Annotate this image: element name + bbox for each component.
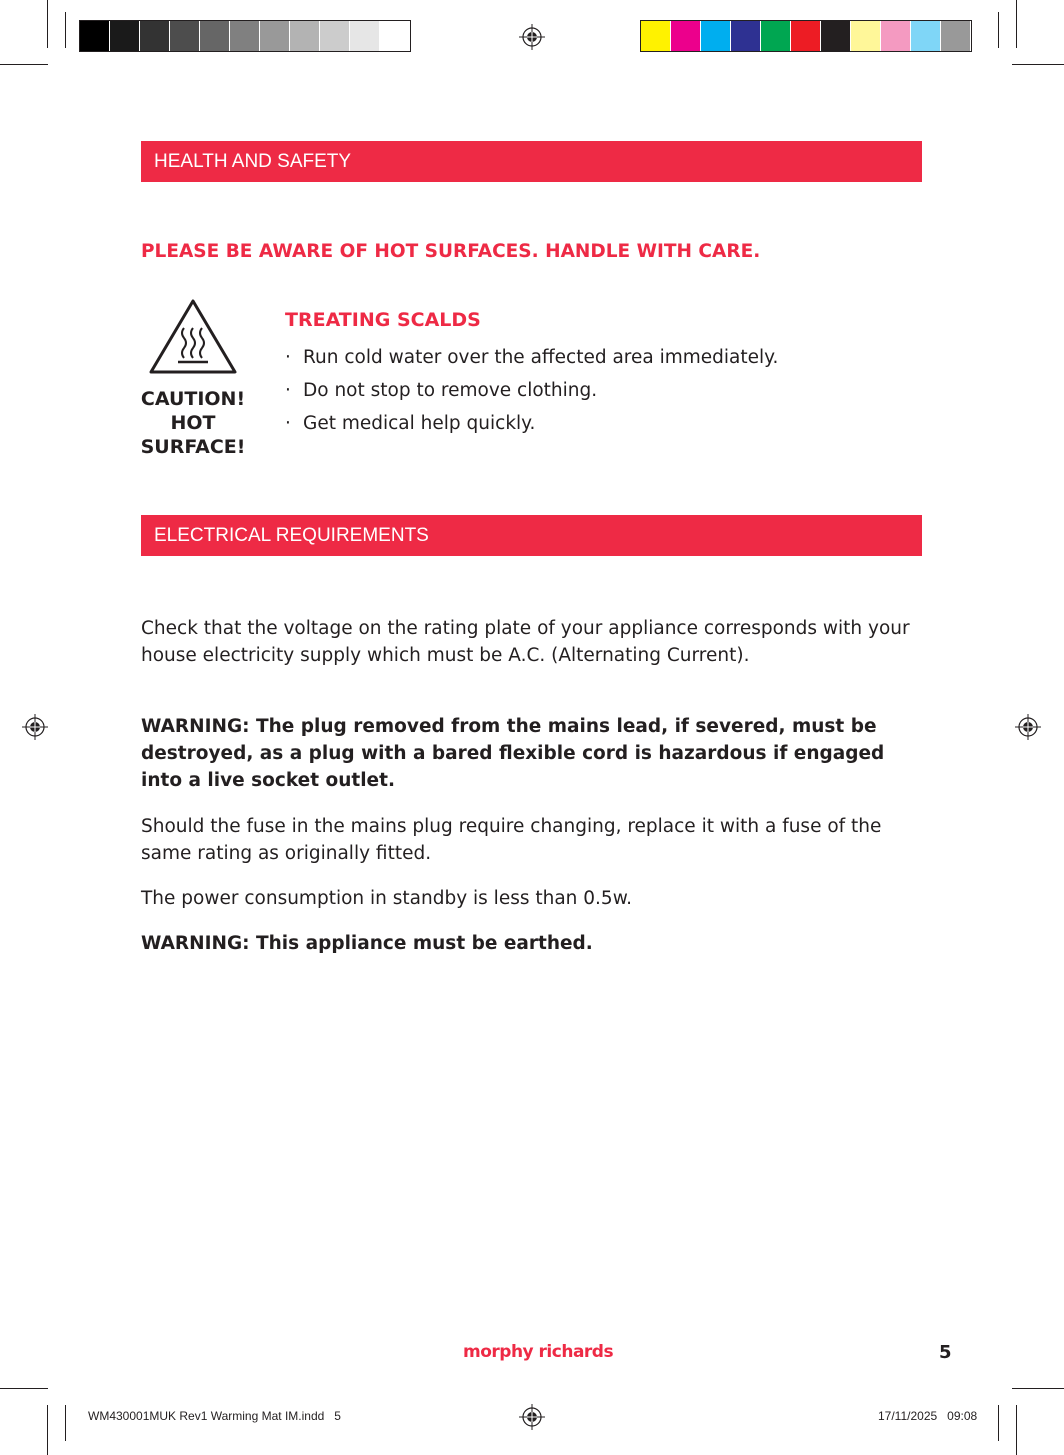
list-item — [285, 374, 778, 407]
registration-mark-icon — [1015, 714, 1041, 740]
crop-mark — [1016, 1405, 1017, 1455]
color-swatch — [110, 21, 140, 51]
treating-scalds-title: TREATING SCALDS — [285, 309, 481, 331]
color-swatch — [230, 21, 260, 51]
crop-mark — [65, 1405, 66, 1441]
list-item — [285, 407, 778, 440]
hot-surface-warning: PLEASE BE AWARE OF HOT SURFACES. HANDLE WITH CARE. — [141, 241, 761, 262]
standby-note-paragraph: The power consumption in standby is less than 0.5w. — [141, 888, 633, 909]
crop-mark — [0, 64, 48, 65]
color-swatch — [701, 21, 731, 51]
caution-label — [133, 387, 253, 459]
crop-mark — [1012, 1388, 1064, 1389]
scald-step-text: Do not stop to remove clothing. — [303, 380, 598, 401]
color-swatch — [290, 21, 320, 51]
color-swatch — [911, 21, 941, 51]
plug-warning-paragraph: WARNING: The plug removed from the mains lead, if severed, must be destroyed, as a plug with a bared flexible cord is hazardous if engaged into a live socket outlet. — [141, 716, 885, 791]
bullet-icon: · — [285, 380, 291, 401]
color-swatch — [791, 21, 821, 51]
color-swatch — [200, 21, 230, 51]
color-swatch — [260, 21, 290, 51]
page-number: 5 — [939, 1342, 952, 1363]
crop-mark — [998, 1405, 999, 1441]
color-swatch — [821, 21, 851, 51]
color-swatch-bar — [640, 20, 972, 52]
color-swatch — [671, 21, 701, 51]
caution-label-line: SURFACE! — [140, 436, 246, 458]
scalds-steps-list — [285, 341, 778, 440]
crop-mark — [1016, 0, 1017, 48]
scald-step-text: Get medical help quickly. — [303, 413, 536, 434]
color-swatch — [320, 21, 350, 51]
earth-warning-paragraph: WARNING: This appliance must be earthed. — [141, 933, 593, 954]
color-swatch — [140, 21, 170, 51]
bullet-icon: · — [285, 347, 291, 368]
crop-mark — [0, 1388, 48, 1389]
color-swatch — [641, 21, 671, 51]
color-swatch — [170, 21, 200, 51]
crop-mark — [65, 12, 66, 48]
grey-swatch-bar — [79, 20, 411, 52]
slug-file-name: WM430001MUK Rev1 Warming Mat IM.indd 5 — [88, 1409, 341, 1423]
scald-step-text: Run cold water over the affected area immediately. — [303, 347, 779, 368]
list-item — [285, 341, 778, 374]
crop-mark — [47, 1405, 48, 1455]
electrical-requirements-header: ELECTRICAL REQUIREMENTS — [141, 515, 922, 556]
voltage-check-paragraph: Check that the voltage on the rating plate of your appliance corresponds with your house electricity supply which must be A.C. (Alternating Current). — [141, 618, 910, 666]
color-swatch — [941, 21, 971, 51]
color-swatch — [881, 21, 911, 51]
color-swatch — [761, 21, 791, 51]
caution-label-line: HOT — [170, 412, 216, 434]
slug-date: 17/11/2025 09:08 — [878, 1409, 978, 1423]
brand-logo: morphy richards — [463, 1342, 614, 1362]
color-swatch — [851, 21, 881, 51]
caution-label-line: CAUTION! — [140, 388, 246, 410]
crop-mark — [47, 0, 48, 48]
fuse-note-paragraph: Should the fuse in the mains plug require changing, replace it with a fuse of the same rating as originally fitted. — [141, 816, 882, 864]
color-swatch — [731, 21, 761, 51]
crop-mark — [998, 12, 999, 48]
hot-surface-warning-icon — [148, 298, 238, 376]
registration-mark-icon — [519, 1404, 545, 1430]
crop-mark — [1012, 64, 1064, 65]
color-swatch — [350, 21, 380, 51]
health-safety-header: HEALTH AND SAFETY — [141, 141, 922, 182]
bullet-icon: · — [285, 413, 291, 434]
registration-mark-icon — [22, 714, 48, 740]
color-swatch — [380, 21, 410, 51]
color-swatch — [80, 21, 110, 51]
registration-mark-icon — [519, 24, 545, 50]
